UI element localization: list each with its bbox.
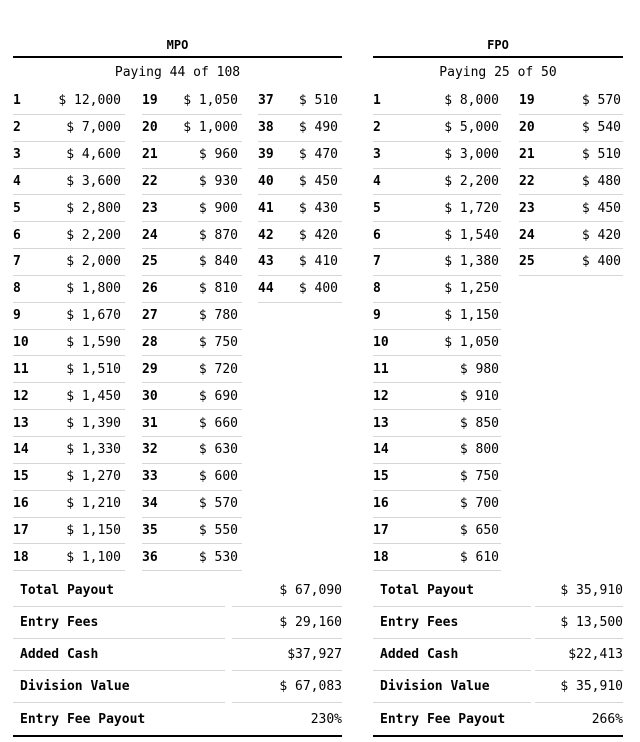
- payout-amount: $ 1,720: [444, 200, 499, 216]
- paying-summary: Paying 44 of 108: [114, 65, 241, 80]
- payout-amount: $ 1,380: [444, 254, 499, 270]
- payout-amount: $ 4,600: [66, 147, 121, 163]
- payout-row: [13, 222, 125, 249]
- payout-row: [13, 195, 125, 222]
- summary-value: $ 67,090: [232, 575, 342, 607]
- place-number: 28: [142, 335, 158, 351]
- payout-summary: [13, 575, 342, 737]
- payout-amount: $ 1,330: [66, 442, 121, 458]
- payout-row: [13, 169, 125, 196]
- place-number: 25: [519, 254, 535, 270]
- payout-amount: $ 1,150: [444, 308, 499, 324]
- payout-column-1: [373, 88, 501, 571]
- payout-amount: $ 3,600: [66, 173, 121, 189]
- summary-row: [373, 671, 623, 703]
- summary-row: [13, 671, 342, 703]
- payout-row: [13, 437, 125, 464]
- payout-amount: $ 910: [459, 388, 499, 404]
- payout-columns: [373, 88, 623, 572]
- place-number: 36: [142, 549, 158, 565]
- place-number: 37: [258, 93, 274, 109]
- payout-row: [373, 303, 501, 330]
- payout-amount: $ 480: [581, 173, 621, 189]
- payout-amount: $ 840: [198, 254, 238, 270]
- place-number: 6: [373, 227, 381, 243]
- payout-row: [519, 195, 623, 222]
- payout-amount: $ 800: [459, 442, 499, 458]
- mpo-division: [13, 34, 342, 737]
- payout-row: [373, 464, 501, 491]
- place-number: 32: [142, 442, 158, 458]
- payout-amount: $ 1,390: [66, 415, 121, 431]
- payout-amount: $ 420: [298, 227, 338, 243]
- place-number: 27: [142, 308, 158, 324]
- summary-value: $37,927: [232, 639, 342, 671]
- place-number: 1: [13, 93, 21, 109]
- summary-row: [13, 703, 342, 735]
- payout-row: [373, 330, 501, 357]
- place-number: 38: [258, 120, 274, 136]
- place-number: 3: [373, 147, 381, 163]
- payout-row: [13, 383, 125, 410]
- payout-amount: $ 610: [459, 549, 499, 565]
- place-number: 14: [13, 442, 29, 458]
- place-number: 5: [373, 200, 381, 216]
- payout-amount: $ 2,200: [444, 173, 499, 189]
- payout-amount: $ 1,800: [66, 281, 121, 297]
- payout-row: [142, 518, 242, 545]
- payout-row: [373, 195, 501, 222]
- payout-amount: $ 3,000: [444, 147, 499, 163]
- place-number: 34: [142, 496, 158, 512]
- payout-amount: $ 750: [459, 469, 499, 485]
- payout-amount: $ 400: [581, 254, 621, 270]
- place-number: 12: [13, 388, 29, 404]
- payout-row: [142, 491, 242, 518]
- division-title: FPO: [373, 34, 623, 58]
- payout-row: [13, 356, 125, 383]
- place-number: 23: [519, 200, 535, 216]
- place-number: 17: [13, 522, 29, 538]
- summary-label: Division Value: [13, 671, 225, 703]
- payout-amount: $ 1,590: [66, 335, 121, 351]
- paying-summary: Paying 25 of 50: [439, 65, 557, 80]
- payout-amount: $ 410: [298, 254, 338, 270]
- summary-row: [373, 575, 623, 607]
- summary-row: [373, 703, 623, 735]
- payout-amount: $ 870: [198, 227, 238, 243]
- payout-amount: $ 2,000: [66, 254, 121, 270]
- payout-row: [13, 544, 125, 571]
- payout-row: [519, 222, 623, 249]
- summary-label: Entry Fee Payout: [380, 711, 506, 727]
- place-number: 31: [142, 415, 158, 431]
- payout-amount: $ 470: [298, 147, 338, 163]
- place-number: 23: [142, 200, 158, 216]
- fpo-division: [373, 34, 623, 737]
- place-number: 15: [13, 469, 29, 485]
- summary-row: [373, 607, 623, 639]
- payout-amount: $ 8,000: [444, 93, 499, 109]
- payout-amount: $ 1,450: [66, 388, 121, 404]
- place-number: 2: [373, 120, 381, 136]
- payout-row: [142, 410, 242, 437]
- payout-row: [519, 169, 623, 196]
- payout-row: [373, 88, 501, 115]
- place-number: 16: [13, 496, 29, 512]
- summary-value: $ 35,910: [535, 671, 623, 703]
- payout-row: [519, 88, 623, 115]
- payout-amount: $ 960: [198, 147, 238, 163]
- payout-amount: $ 12,000: [58, 93, 121, 109]
- summary-row: [13, 575, 342, 607]
- payout-row: [13, 518, 125, 545]
- payout-amount: $ 2,200: [66, 227, 121, 243]
- payout-amount: $ 1,510: [66, 361, 121, 377]
- payout-row: [142, 303, 242, 330]
- payout-row: [13, 464, 125, 491]
- payout-amount: $ 540: [581, 120, 621, 136]
- summary-label: Entry Fees: [373, 607, 531, 639]
- payout-column-3: [258, 88, 342, 303]
- place-number: 17: [373, 522, 389, 538]
- payout-row: [258, 276, 342, 303]
- place-number: 21: [519, 147, 535, 163]
- payout-row: [142, 195, 242, 222]
- payout-amount: $ 5,000: [444, 120, 499, 136]
- payout-row: [258, 88, 342, 115]
- summary-value: $ 29,160: [232, 607, 342, 639]
- place-number: 3: [13, 147, 21, 163]
- place-number: 18: [13, 549, 29, 565]
- place-number: 1: [373, 93, 381, 109]
- payout-row: [373, 222, 501, 249]
- summary-value: $ 13,500: [535, 607, 623, 639]
- summary-value: 230%: [310, 711, 342, 727]
- place-number: 35: [142, 522, 158, 538]
- place-number: 2: [13, 120, 21, 136]
- payout-amount: $ 450: [581, 200, 621, 216]
- payout-row: [373, 437, 501, 464]
- place-number: 20: [142, 120, 158, 136]
- payout-row: [373, 383, 501, 410]
- summary-label: Total Payout: [13, 575, 225, 607]
- payout-amount: $ 780: [198, 308, 238, 324]
- payout-amount: $ 1,270: [66, 469, 121, 485]
- payout-amount: $ 700: [459, 496, 499, 512]
- place-number: 30: [142, 388, 158, 404]
- place-number: 9: [13, 308, 21, 324]
- payout-amount: $ 720: [198, 361, 238, 377]
- payout-row: [258, 249, 342, 276]
- place-number: 13: [373, 415, 389, 431]
- payout-amount: $ 570: [581, 93, 621, 109]
- place-number: 6: [13, 227, 21, 243]
- place-number: 18: [373, 549, 389, 565]
- payout-columns: [13, 88, 342, 572]
- payout-amount: $ 850: [459, 415, 499, 431]
- payout-row: [142, 169, 242, 196]
- payout-row: [142, 544, 242, 571]
- summary-label: Division Value: [373, 671, 531, 703]
- payout-amount: $ 810: [198, 281, 238, 297]
- place-number: 42: [258, 227, 274, 243]
- payout-row: [258, 195, 342, 222]
- place-number: 25: [142, 254, 158, 270]
- place-number: 22: [519, 173, 535, 189]
- place-number: 10: [13, 335, 29, 351]
- payout-amount: $ 430: [298, 200, 338, 216]
- place-number: 26: [142, 281, 158, 297]
- payout-row: [142, 383, 242, 410]
- payout-amount: $ 1,210: [66, 496, 121, 512]
- place-number: 14: [373, 442, 389, 458]
- payout-amount: $ 550: [198, 522, 238, 538]
- payout-row: [13, 115, 125, 142]
- summary-row: [13, 607, 342, 639]
- place-number: 7: [13, 254, 21, 270]
- payout-row: [142, 222, 242, 249]
- payout-row: [13, 142, 125, 169]
- place-number: 5: [13, 200, 21, 216]
- place-number: 22: [142, 173, 158, 189]
- payout-row: [142, 115, 242, 142]
- payout-amount: $ 2,800: [66, 200, 121, 216]
- payout-row: [373, 356, 501, 383]
- payout-row: [373, 410, 501, 437]
- place-number: 24: [142, 227, 158, 243]
- place-number: 19: [519, 93, 535, 109]
- payout-row: [373, 169, 501, 196]
- summary-label: Entry Fee Payout: [20, 711, 146, 727]
- place-number: 10: [373, 335, 389, 351]
- payout-row: [258, 142, 342, 169]
- payout-summary: [373, 575, 623, 737]
- place-number: 41: [258, 200, 274, 216]
- payout-amount: $ 1,000: [183, 120, 238, 136]
- place-number: 21: [142, 147, 158, 163]
- place-number: 43: [258, 254, 274, 270]
- payout-amount: $ 400: [298, 281, 338, 297]
- payout-row: [13, 249, 125, 276]
- payout-row: [373, 544, 501, 571]
- summary-value: $ 35,910: [535, 575, 623, 607]
- payout-row: [13, 303, 125, 330]
- place-number: 39: [258, 147, 274, 163]
- place-number: 24: [519, 227, 535, 243]
- place-number: 20: [519, 120, 535, 136]
- payout-amount: $ 660: [198, 415, 238, 431]
- place-number: 12: [373, 388, 389, 404]
- summary-value: $22,413: [535, 639, 623, 671]
- payout-row: [142, 142, 242, 169]
- payout-row: [13, 330, 125, 357]
- payout-amount: $ 450: [298, 173, 338, 189]
- payout-row: [142, 249, 242, 276]
- summary-label: Total Payout: [373, 575, 531, 607]
- payout-row: [258, 169, 342, 196]
- place-number: 16: [373, 496, 389, 512]
- payout-column-2: [519, 88, 623, 276]
- payout-row: [258, 222, 342, 249]
- payout-column-2: [142, 88, 242, 571]
- summary-row: [373, 639, 623, 671]
- payout-amount: $ 1,100: [66, 549, 121, 565]
- payout-amount: $ 420: [581, 227, 621, 243]
- payout-amount: $ 750: [198, 335, 238, 351]
- place-number: 11: [13, 361, 29, 377]
- payout-row: [373, 115, 501, 142]
- payout-amount: $ 690: [198, 388, 238, 404]
- place-number: 4: [373, 173, 381, 189]
- division-title: MPO: [13, 34, 342, 58]
- summary-row: [13, 639, 342, 671]
- payout-row: [519, 142, 623, 169]
- payout-column-1: [13, 88, 125, 571]
- payout-row: [519, 115, 623, 142]
- summary-value: $ 67,083: [232, 671, 342, 703]
- payout-amount: $ 900: [198, 200, 238, 216]
- place-number: 15: [373, 469, 389, 485]
- summary-label: Added Cash: [13, 639, 225, 671]
- payout-amount: $ 1,670: [66, 308, 121, 324]
- payout-amount: $ 1,540: [444, 227, 499, 243]
- payout-row: [258, 115, 342, 142]
- payout-amount: $ 510: [581, 147, 621, 163]
- payout-amount: $ 570: [198, 496, 238, 512]
- place-number: 29: [142, 361, 158, 377]
- payout-row: [519, 249, 623, 276]
- payout-amount: $ 530: [198, 549, 238, 565]
- place-number: 19: [142, 93, 158, 109]
- payout-row: [142, 330, 242, 357]
- place-number: 33: [142, 469, 158, 485]
- summary-label: Added Cash: [373, 639, 531, 671]
- place-number: 4: [13, 173, 21, 189]
- payout-row: [142, 276, 242, 303]
- place-number: 8: [373, 281, 381, 297]
- place-number: 40: [258, 173, 274, 189]
- payout-amount: $ 600: [198, 469, 238, 485]
- payout-amount: $ 930: [198, 173, 238, 189]
- payout-amount: $ 1,250: [444, 281, 499, 297]
- payout-row: [13, 410, 125, 437]
- payout-amount: $ 980: [459, 361, 499, 377]
- payout-amount: $ 1,050: [444, 335, 499, 351]
- payout-amount: $ 7,000: [66, 120, 121, 136]
- place-number: 9: [373, 308, 381, 324]
- place-number: 11: [373, 361, 389, 377]
- payout-row: [13, 491, 125, 518]
- payout-amount: $ 650: [459, 522, 499, 538]
- payout-row: [373, 518, 501, 545]
- place-number: 7: [373, 254, 381, 270]
- payout-amount: $ 490: [298, 120, 338, 136]
- payout-row: [373, 142, 501, 169]
- payout-amount: $ 1,150: [66, 522, 121, 538]
- payout-row: [13, 88, 125, 115]
- place-number: 13: [13, 415, 29, 431]
- payout-row: [373, 276, 501, 303]
- payout-row: [142, 88, 242, 115]
- place-number: 44: [258, 281, 274, 297]
- payout-row: [13, 276, 125, 303]
- payout-amount: $ 1,050: [183, 93, 238, 109]
- payout-row: [373, 491, 501, 518]
- payout-row: [373, 249, 501, 276]
- payout-amount: $ 630: [198, 442, 238, 458]
- summary-value: 266%: [591, 711, 623, 727]
- payout-row: [142, 464, 242, 491]
- payout-amount: $ 510: [298, 93, 338, 109]
- payout-row: [142, 437, 242, 464]
- place-number: 8: [13, 281, 21, 297]
- payout-row: [142, 356, 242, 383]
- summary-label: Entry Fees: [13, 607, 225, 639]
